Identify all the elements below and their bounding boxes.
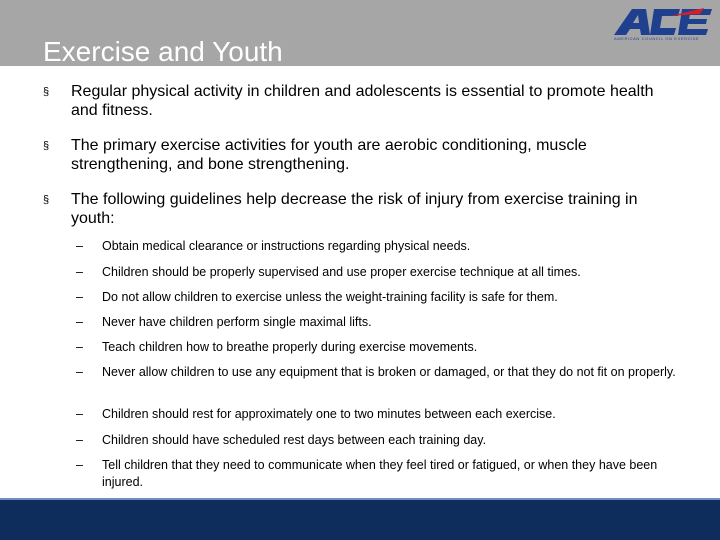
sub-bullet-dash: –: [76, 433, 83, 447]
sub-bullet-dash: –: [76, 315, 83, 329]
logo-tagline: AMERICAN COUNCIL ON EXERCISE: [614, 36, 700, 41]
sub-bullet-text: Obtain medical clearance or instructions regarding physical needs.: [102, 239, 471, 253]
ace-logo-mark: [612, 6, 714, 36]
ace-logo: [612, 6, 714, 44]
sub-bullet-text: Children should be properly supervised and use proper exercise technique at all times.: [102, 265, 581, 279]
sub-bullet-dash: –: [76, 239, 83, 253]
sub-bullet-text: Never allow children to use any equipment that is broken or damaged, or that they do not fit on properly.: [102, 365, 676, 379]
bullet-marker: §: [43, 140, 50, 152]
bullet-marker: §: [43, 86, 50, 98]
sub-bullet-text: Children should rest for approximately one to two minutes between each exercise.: [102, 407, 556, 421]
sub-bullet-text: Never have children perform single maximal lifts.: [102, 315, 372, 329]
bullet-text: The primary exercise activities for youth are aerobic conditioning, muscle strengthening, and bone strengthening.: [71, 137, 587, 173]
sub-bullet-dash: –: [76, 365, 83, 379]
sub-bullet-text: Teach children how to breathe properly during exercise movements.: [102, 340, 478, 354]
sub-bullet-dash: –: [76, 407, 83, 421]
bullet-text: The following guidelines help decrease the risk of injury from exercise training in youth:: [71, 191, 638, 227]
header-band: [0, 0, 720, 66]
sub-bullet-dash: –: [76, 458, 83, 472]
sub-bullet-dash: –: [76, 290, 83, 304]
page-title: Exercise and Youth: [43, 36, 283, 67]
bullet-text: Regular physical activity in children and adolescents is essential to promote health and fitness.: [71, 83, 654, 119]
sub-bullet-dash: –: [76, 340, 83, 354]
footer-band: [0, 498, 720, 540]
sub-bullet-dash: –: [76, 265, 83, 279]
sub-bullet-text: Tell children that they need to communicate when they feel tired or fatigued, or when they have been injured.: [102, 458, 658, 489]
sub-bullet-text: Do not allow children to exercise unless the weight-training facility is safe for them.: [102, 290, 558, 304]
sub-bullet-text: Children should have scheduled rest days between each training day.: [102, 433, 487, 447]
bullet-marker: §: [43, 194, 50, 206]
